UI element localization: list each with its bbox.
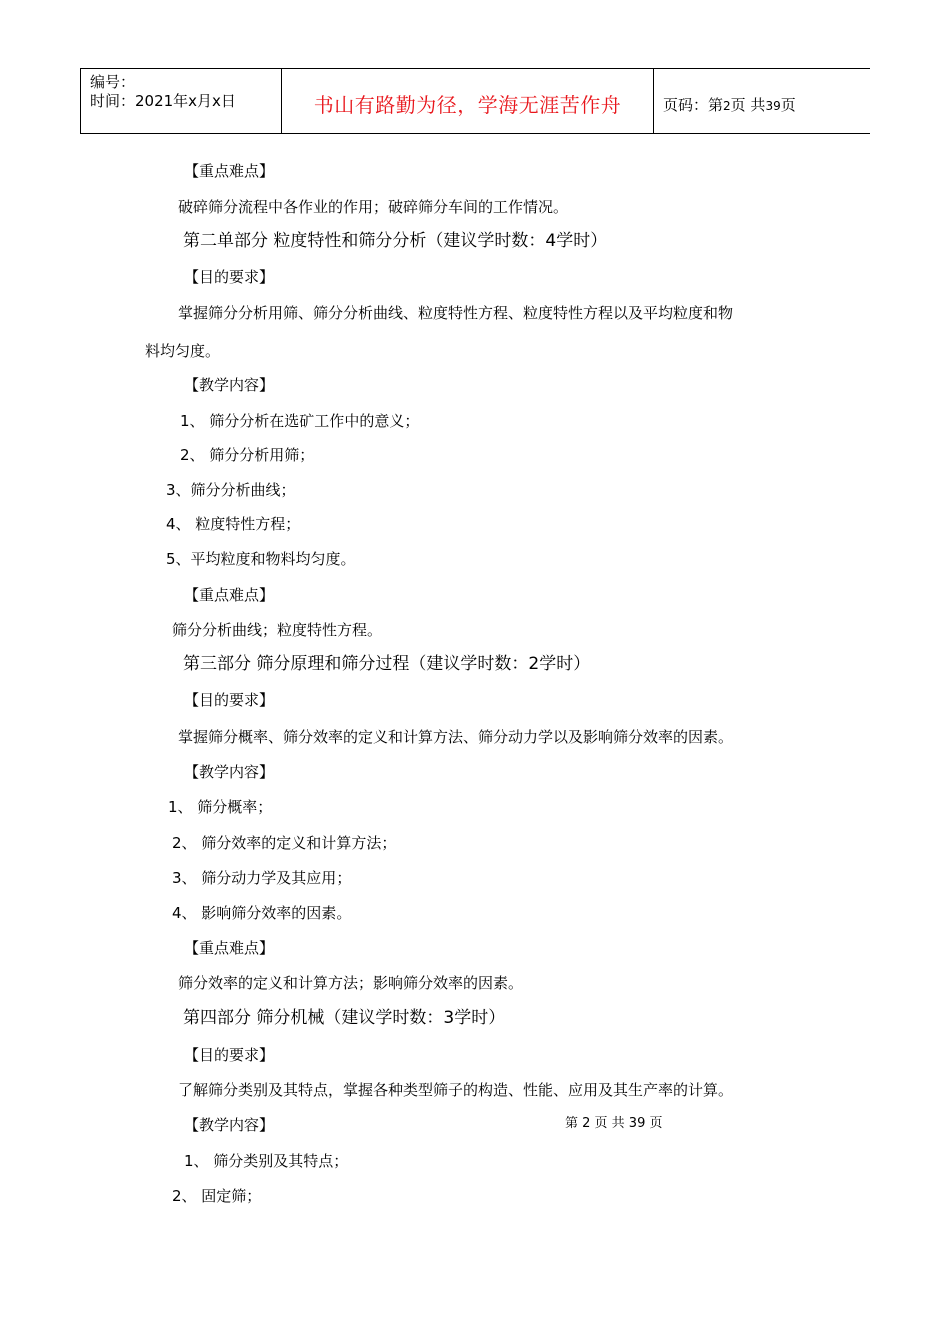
list-item: 2、 筛分效率的定义和计算方法； (172, 834, 397, 852)
page-mid: 页 共 (730, 96, 766, 114)
section-heading-2: 第二单部分 粒度特性和筛分分析（建议学时数：4学时） (183, 231, 608, 251)
list-item: 3、筛分分析曲线； (166, 481, 296, 499)
section-heading-4: 第四部分 筛分机械（建议学时数：3学时） (183, 1008, 506, 1028)
serial-label: 编号： (90, 73, 136, 91)
heading-objectives: 【目的要求】 (184, 691, 275, 709)
list-item: 4、 粒度特性方程； (166, 515, 301, 533)
heading-key-points: 【重点难点】 (184, 586, 275, 604)
header-page-cell (654, 69, 871, 133)
page-suffix: 页 (780, 96, 796, 114)
list-item: 1、 筛分概率； (168, 798, 273, 816)
heading-objectives: 【目的要求】 (184, 268, 275, 286)
heading-objectives: 【目的要求】 (184, 1046, 275, 1064)
header-table (80, 68, 870, 134)
list-item: 2、 固定筛； (172, 1187, 262, 1205)
page-prefix: 页码：第 (663, 96, 724, 114)
page-total: 39 (765, 99, 781, 113)
heading-key-points: 【重点难点】 (184, 162, 275, 180)
paragraph: 筛分效率的定义和计算方法；影响筛分效率的因素。 (178, 974, 524, 992)
list-item: 1、 筛分类别及其特点； (184, 1152, 349, 1170)
time-label: 时间：2021年x月x日 (90, 92, 236, 110)
paragraph-continued: 料均匀度。 (145, 342, 221, 360)
heading-key-points: 【重点难点】 (184, 939, 275, 957)
list-item: 5、平均粒度和物料均匀度。 (166, 550, 356, 568)
list-item: 2、 筛分分析用筛； (180, 446, 315, 464)
paragraph: 掌握筛分概率、筛分效率的定义和计算方法、筛分动力学以及影响筛分效率的因素。 (178, 728, 734, 746)
header-info-cell (81, 69, 282, 133)
list-item: 4、 影响筛分效率的因素。 (172, 904, 352, 922)
paragraph: 破碎筛分流程中各作业的作用；破碎筛分车间的工作情况。 (178, 198, 569, 216)
heading-teaching-content: 【教学内容】 (184, 763, 275, 781)
list-item: 1、 筛分分析在选矿工作中的意义； (180, 412, 420, 430)
paragraph: 了解筛分类别及其特点，掌握各种类型筛子的构造、性能、应用及其生产率的计算。 (178, 1081, 734, 1099)
heading-teaching-content: 【教学内容】 (184, 376, 275, 394)
list-item: 3、 筛分动力学及其应用； (172, 869, 352, 887)
paragraph: 筛分分析曲线；粒度特性方程。 (172, 621, 383, 639)
heading-teaching-content: 【教学内容】 (184, 1116, 275, 1134)
page-footer: 第 2 页 共 39 页 (565, 1116, 663, 1131)
header-motto-cell (282, 69, 654, 133)
page-indicator (663, 94, 796, 115)
section-heading-3: 第三部分 筛分原理和筛分过程（建议学时数：2学时） (183, 654, 591, 674)
motto: 书山有路勤为径，学海无涯苦作舟 (313, 93, 622, 117)
paragraph: 掌握筛分分析用筛、筛分分析曲线、粒度特性方程、粒度特性方程以及平均粒度和物 (178, 304, 734, 322)
page-number: 2 (723, 99, 731, 113)
